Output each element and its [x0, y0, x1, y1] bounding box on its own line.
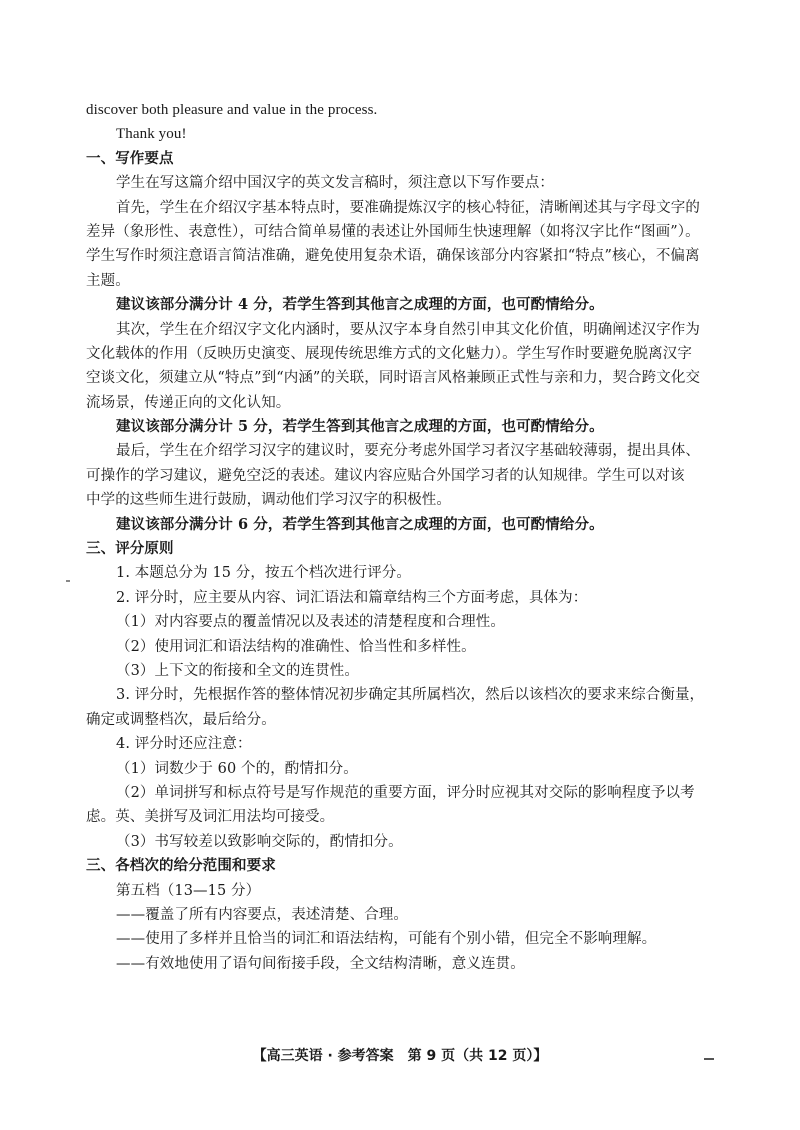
text-line: 中学的这些师生进行鼓励，调动他们学习汉字的积极性。: [86, 492, 451, 509]
text-line: 2. 评分时，应主要从内容、词汇语法和篇章结构三个方面考虑，具体为：: [116, 589, 588, 606]
margin-mark: [66, 580, 70, 582]
corner-mark: [704, 1058, 714, 1060]
text-line: 差异（象形性、表意性），可结合简单易懂的表述让外国师生快速理解（如将汉字比作“图画”）。: [86, 223, 700, 240]
text-line: 学生写作时须注意语言简洁准确，避免使用复杂术语，确保该部分内容紧扣“特点”核心，不偏离: [86, 248, 700, 265]
text-line: 流场景，传递正向的文化认知。: [86, 394, 291, 411]
section-heading: 一、写作要点: [86, 149, 174, 167]
text-line: Thank you!: [116, 126, 187, 143]
text-line: 3. 评分时，先根据作答的整体情况初步确定其所属档次，然后以该档次的要求来综合衡量，: [116, 687, 705, 704]
text-line: ——覆盖了所有内容要点，表述清楚、合理。: [116, 906, 408, 923]
document-body: [86, 98, 722, 976]
text-line: （2）单词拼写和标点符号是写作规范的重要方面，评分时应视其对交际的影响程度予以考: [116, 784, 695, 801]
text-line: 虑。英、美拼写及词汇用法均可接受。: [86, 809, 335, 826]
section-heading: 三、评分原则: [86, 540, 174, 558]
score-note: 建议该部分满分计 6 分，若学生答到其他言之成理的方面，也可酌情给分。: [116, 515, 604, 533]
text-line: （3）上下文的衔接和全文的连贯性。: [116, 662, 359, 679]
text-line: 主题。: [86, 272, 130, 289]
page-footer: 【高三英语 · 参考答案 第 9 页（共 12 页）】: [252, 1048, 548, 1064]
text-line: （2）使用词汇和语法结构的准确性、恰当性和多样性。: [116, 638, 476, 655]
text-line: 学生在写这篇介绍中国汉字的英文发言稿时，须注意以下写作要点：: [116, 175, 554, 192]
text-line: ——有效地使用了语句间衔接手段，全文结构清晰，意义连贯。: [116, 955, 525, 972]
text-line: ——使用了多样并且恰当的词汇和语法结构，可能有个别小错，但完全不影响理解。: [116, 931, 657, 948]
text-line: 4. 评分时还应注意：: [116, 736, 252, 753]
text-line: 1. 本题总分为 15 分，按五个档次进行评分。: [116, 565, 412, 582]
text-line: 首先，学生在介绍汉字基本特点时，要准确提炼汉字的核心特征，清晰阐述其与字母文字的: [116, 199, 700, 216]
text-line: discover both pleasure and value in the process.: [86, 102, 378, 118]
text-line: 确定或调整档次，最后给分。: [86, 711, 276, 728]
score-note: 建议该部分满分计 4 分，若学生答到其他言之成理的方面，也可酌情给分。: [116, 296, 604, 314]
text-line: 第五档（13—15 分）: [116, 882, 261, 899]
text-line: 可操作的学习建议，避免空泛的表述。建议内容应贴合外国学习者的认知规律。学生可以对该: [86, 467, 685, 484]
text-line: （3）书写较差以致影响交际的，酌情扣分。: [116, 833, 403, 850]
text-line: （1）词数少于 60 个的，酌情扣分。: [116, 760, 358, 777]
text-line: 文化载体的作用（反映历史演变、展现传统思维方式的文化魅力）。学生写作时要避免脱离汉字: [86, 345, 692, 362]
text-line: 最后，学生在介绍学习汉字的建议时，要充分考虑外国学习者汉字基础较薄弱，提出具体、: [116, 443, 700, 460]
text-line: 其次，学生在介绍汉字文化内涵时，要从汉字本身自然引申其文化价值，明确阐述汉字作为: [116, 321, 700, 338]
text-line: 空谈文化，须建立从“特点”到“内涵”的关联，同时语言风格兼顾正式性与亲和力，契合跨文化交: [86, 370, 701, 387]
score-note: 建议该部分满分计 5 分，若学生答到其他言之成理的方面，也可酌情给分。: [116, 418, 604, 436]
section-heading: 三、各档次的给分范围和要求: [86, 857, 276, 875]
text-line: （1）对内容要点的覆盖情况以及表述的清楚程度和合理性。: [116, 614, 505, 631]
